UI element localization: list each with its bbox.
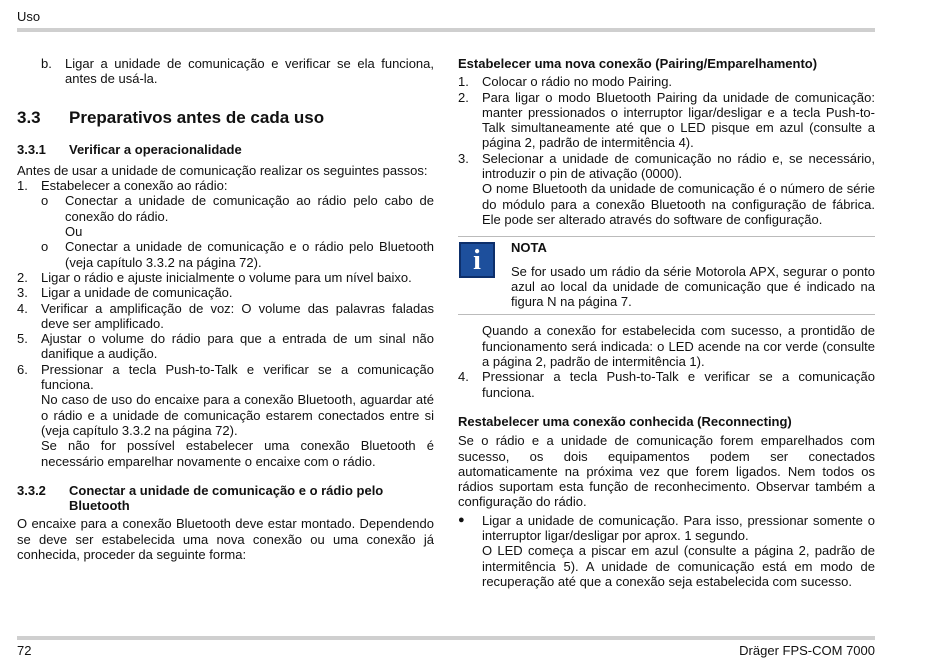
step-text: Colocar o rádio no modo Pairing. <box>482 74 673 90</box>
step-text: Pressionar a tecla Push-to-Talk e verificar se a comunicação funciona. <box>41 361 434 393</box>
footer-rule <box>17 636 875 640</box>
reconnect-paragraph: Se o rádio e a unidade de comunicação forem emparelhados com sucesso, os dois equipamentos podem ser conectados automaticamente na próxima vez que forem ligados. Nem todos os rádios suportam esta função de reconhecimento. Observar também a configuração do rádio. <box>458 433 875 510</box>
step-number: 1. <box>458 74 469 90</box>
sub-text: Conectar a unidade de comunicação e o rádio pelo Bluetooth (veja capítulo 3.3.2 na página 72). <box>65 239 434 270</box>
section-title: Conectar a unidade de comunicação e o rádio pelo Bluetooth <box>69 482 384 514</box>
sub-marker: o <box>41 239 49 255</box>
step-text: Para ligar o modo Bluetooth Pairing da unidade de comunicação: manter pressionados o interruptor ligar/desligar e a tecla Push-to-Talk simultaneamente até que o LED pisque em azul (consulte a página 2, padrão de intermitência 4). <box>482 89 875 151</box>
step-text: Ligar o rádio e ajuste inicialmente o volume para um nível baixo. <box>41 269 412 285</box>
bullet-text: Ligar a unidade de comunicação. Para isso, pressionar somente o interruptor ligar/desligar por aprox. 1 segundo. <box>482 512 875 544</box>
sub-or: Ou <box>65 224 83 240</box>
step-3 <box>17 285 434 300</box>
step-6 <box>17 362 434 393</box>
section-number: 3.3.2 <box>17 482 46 498</box>
product-name: Dräger FPS-COM 7000 <box>739 643 875 658</box>
step-number: 2. <box>17 269 28 285</box>
note-box <box>458 236 875 315</box>
list-item-b <box>17 56 434 87</box>
reconnect-heading: Restabelecer uma conexão conhecida (Reconnecting) <box>458 413 792 429</box>
intro-paragraph: Antes de usar a unidade de comunicação realizar os seguintes passos: <box>17 162 428 178</box>
step-number: 1. <box>17 178 28 194</box>
right-column <box>458 56 875 589</box>
step-2 <box>17 270 434 285</box>
pair-step-4 <box>458 369 875 400</box>
sub-marker: o <box>41 193 49 209</box>
pair-step-1 <box>458 74 875 89</box>
list-text: Ligar a unidade de comunicação e verificar se ela funciona, antes de usá-la. <box>65 56 434 87</box>
step-6-detail: No caso de uso do encaixe para a conexão Bluetooth, aguardar até o rádio e a unidade de comunicação estarem conectados entre si (veja capítulo 3.3.2 na página 72). <box>41 392 434 438</box>
reconnect-bullet-detail: O LED começa a piscar em azul (consulte a página 2, padrão de intermitência 5). A unidade de comunicação está em modo de recuperação até que a conexão seja estabelecida com sucesso. <box>482 543 875 589</box>
step-text: Pressionar a tecla Push-to-Talk e verificar se a comunicação funciona. <box>482 369 875 400</box>
sub-item-cable <box>17 193 434 224</box>
running-header: Uso <box>17 9 41 24</box>
after-note-paragraph: Quando a conexão for estabelecida com sucesso, a prontidão de funcionamento será indicada: o LED acende na cor verde (consulte a página 2, padrão de intermitência 1). <box>482 323 875 370</box>
pair-step-2 <box>458 90 875 151</box>
step-4 <box>17 301 434 332</box>
left-column <box>17 56 434 562</box>
section-number: 3.3.1 <box>17 141 46 157</box>
step-number: 6. <box>17 361 28 377</box>
step-text: Estabelecer a conexão ao rádio: <box>41 178 228 194</box>
step-text: Ligar a unidade de comunicação. <box>41 285 233 301</box>
pair-step-3 <box>458 151 875 182</box>
sub-item-bluetooth <box>17 239 434 270</box>
step-1 <box>17 178 434 193</box>
section-title: Verificar a operacionalidade <box>69 141 242 157</box>
step-number: 5. <box>17 331 28 347</box>
note-text: Se for usado um rádio da série Motorola APX, segurar o ponto azul ao local da unidade de comunicação que é indicado na figura N na página 7. <box>511 263 875 310</box>
section-heading-3-3-2 <box>17 483 434 514</box>
reconnect-bullet <box>458 513 875 544</box>
step-text: Verificar a amplificação de voz: O volume das palavras faladas deve ser amplificado. <box>41 300 434 331</box>
info-icon: i <box>459 242 495 278</box>
list-marker: b. <box>41 56 52 71</box>
pair-step-3-detail: O nome Bluetooth da unidade de comunicação é o número de série do módulo para a conexão Bluetooth na configuração de fábrica. Ele pode ser alterado através do software de configuração. <box>482 181 875 227</box>
step-number: 4. <box>17 300 28 316</box>
page-number: 72 <box>17 643 32 658</box>
bluetooth-intro-paragraph: O encaixe para a conexão Bluetooth deve estar montado. Dependendo se deve ser estabelecida uma nova conexão ou uma conexão já conhecida, proceder da seguinte forma: <box>17 516 434 563</box>
section-heading-3-3 <box>17 108 434 128</box>
bullet-marker: ● <box>458 513 465 526</box>
section-title: Preparativos antes de cada uso <box>69 107 325 127</box>
step-number: 2. <box>458 89 469 105</box>
step-5 <box>17 331 434 362</box>
header-rule <box>17 28 875 32</box>
step-number: 3. <box>458 150 469 166</box>
step-number: 3. <box>17 285 28 301</box>
step-text: Selecionar a unidade de comunicação no rádio e, se necessário, introduzir o pin de ativação (0000). <box>482 150 875 182</box>
pairing-heading: Estabelecer uma nova conexão (Pairing/Emparelhamento) <box>458 56 818 71</box>
step-6-fallback: Se não for possível estabelecer uma conexão Bluetooth é necessário emparelhar novamente o encaixe com o rádio. <box>41 438 434 469</box>
section-heading-3-3-1 <box>17 142 434 157</box>
sub-text: Conectar a unidade de comunicação ao rádio pelo cabo de conexão do rádio. <box>65 193 434 224</box>
step-number: 4. <box>458 369 469 385</box>
note-title: NOTA <box>511 240 547 256</box>
section-number: 3.3 <box>17 107 41 127</box>
step-text: Ajustar o volume do rádio para que a entrada de um sinal não danifique a audição. <box>41 331 434 362</box>
